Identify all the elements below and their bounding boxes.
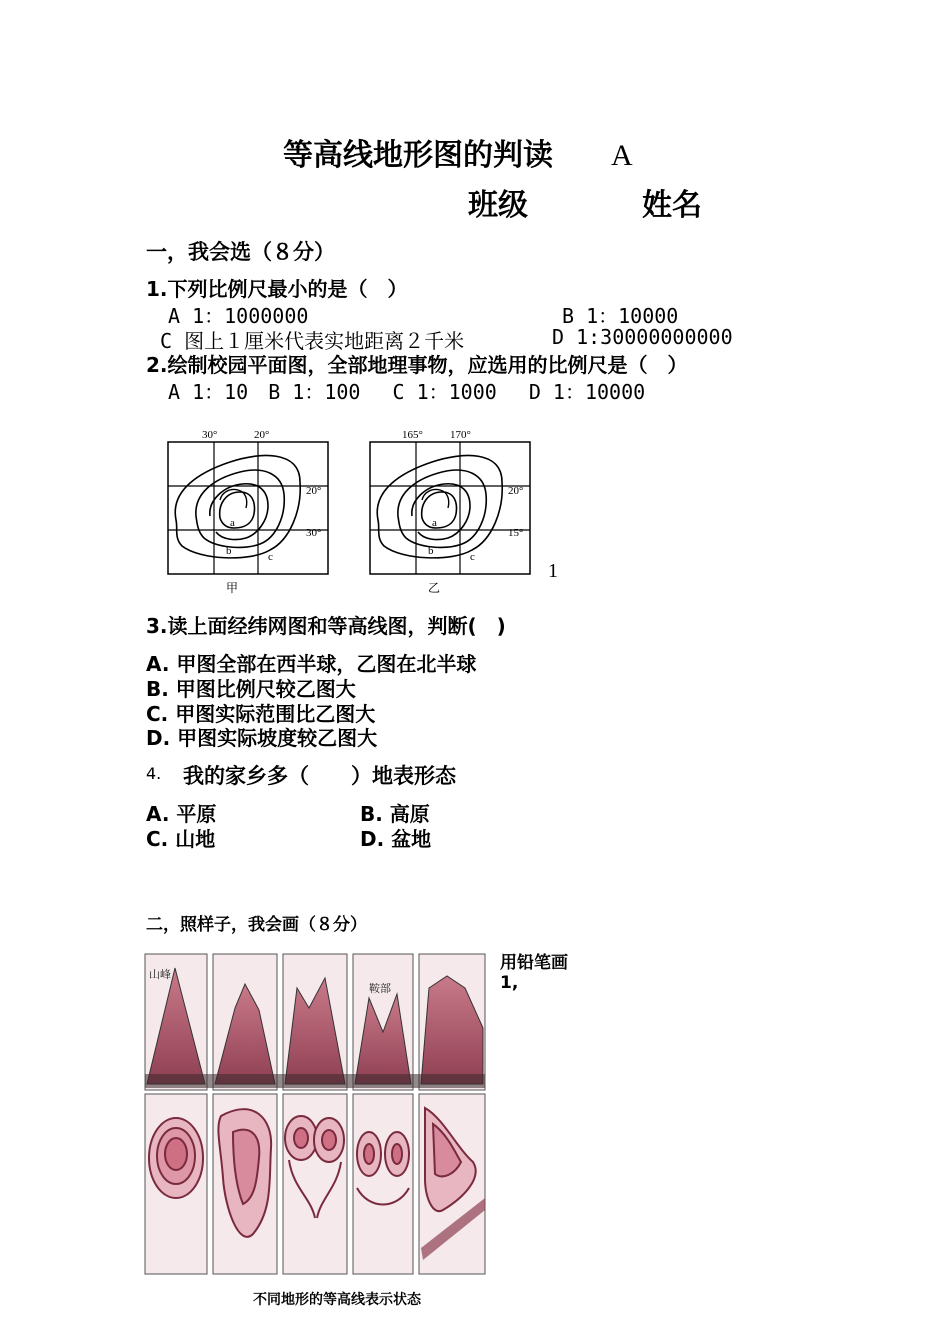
figure-side-number: 1 [548,560,558,582]
q1-option-a: A 1：1000000 [168,304,309,328]
jia-lon-left: 30° [202,429,218,441]
jia-lon-right: 20° [254,429,270,441]
section2-note-line1: 用铅笔画 [500,953,568,973]
jia-caption: 甲 [226,581,239,595]
panel-row-mountains [145,954,485,1090]
q1-stem: 1.下列比例尺最小的是（ ） [146,277,408,301]
map-yi [370,429,530,595]
class-label: 班级 [468,188,528,223]
yi-lon-right: 170° [450,429,471,441]
q1-option-d: D 1:30000000000 [552,325,733,349]
section2-heading: 二，照样子，我会画（８分） [146,915,367,935]
illustration-caption: 不同地形的等高线表示状态 [253,1293,421,1308]
point-a-jia: a [230,517,235,529]
section2-note-line2: 1, [500,973,519,993]
name-label: 姓名 [642,188,702,223]
q4-stem: 我的家乡多（ ）地表形态 [183,764,456,788]
section1-heading: 一，我会选（８分） [146,240,335,264]
q2-stem: 2.绘制校园平面图，全部地理事物，应选用的比例尺是（ ） [146,353,688,377]
graticule-contour-figure [160,420,580,600]
point-b-yi: b [428,545,434,557]
label-saddle: 鞍部 [369,983,391,995]
landform-contour-illustration [143,948,488,1328]
q4-option-c: C. 山地 [146,827,216,851]
q4-number: 4. [146,764,162,783]
point-c-jia: c [268,551,273,563]
label-peak: 山峰 [149,969,171,981]
yi-caption: 乙 [428,581,441,595]
panel-row-contours [145,1094,485,1274]
point-c-yi: c [470,551,475,563]
q4-option-a: A. 平原 [146,802,217,826]
yi-lat-bottom: 15° [508,527,524,539]
q1-option-b: B 1：10000 [562,304,679,328]
jia-lat-bottom: 30° [306,527,322,539]
q3-option-b: B. 甲图比例尺较乙图大 [146,677,356,701]
q4-option-d: D. 盆地 [360,827,432,851]
yi-lon-left: 165° [402,429,423,441]
q3-stem: 3.读上面经纬网图和等高线图，判断( ) [146,614,506,638]
title-version: A [611,139,633,172]
q3-option-c: C. 甲图实际范围比乙图大 [146,702,376,726]
q3-option-a: A. 甲图全部在西半球，乙图在北半球 [146,652,477,676]
q1-option-c: C 图上１厘米代表实地距离２千米 [160,329,465,353]
q4-option-b: B. 高原 [360,802,430,826]
page-title: 等高线地形图的判读 A [283,138,633,173]
jia-lat-top: 20° [306,485,322,497]
q2-options: A 1：10 B 1：100 C 1：1000 D 1：10000 [168,380,646,404]
map-jia [168,429,328,595]
q3-option-d: D. 甲图实际坡度较乙图大 [146,726,378,750]
point-b-jia: b [226,545,232,557]
point-a-yi: a [432,517,437,529]
yi-lat-top: 20° [508,485,524,497]
